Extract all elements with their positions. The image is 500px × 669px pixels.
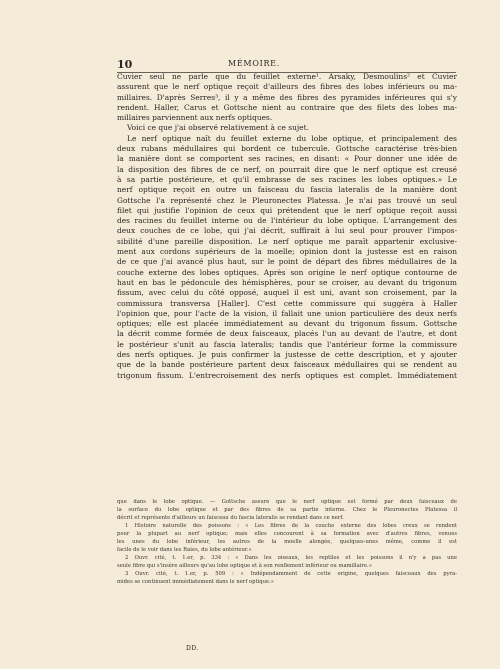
body-text	[117, 72, 457, 381]
footnote-line: 2 Ouvr. cité, t. 1.er, p. 334 : « Dans les oiseaux, les reptiles et les poissons il n'y a pas une	[125, 555, 457, 562]
body-line: fissum, avec celui du côté opposé, auquel il est uni, avant son croisement, par la	[117, 288, 457, 298]
body-line: optiques; elle est placée immédiatement au devant du trigonum fissum. Gottsche	[117, 319, 457, 329]
body-line: nerf optique reçoit en outre un faisceau du fascia lateralis de la manière dont	[117, 185, 457, 195]
body-line: deux couches de ce lobe, qui j'ai décrit, suffirait à lui seul pour prouver l'impos-	[117, 226, 457, 236]
body-line: à sa partie postérieure, et qu'il embrasse de ses racines les lobes optiques.» Le	[117, 174, 457, 184]
body-line: que de la bande postérieure partent deux faisceaux médullaires qui se rendent au	[117, 360, 457, 370]
footnote-line: 3 Ouvr. cité, t. 1.er, p. 509 : « Indépendamment de cette origine, quelques faisceaux des pyra-	[125, 571, 457, 578]
body-line: ment aux cordons supérieurs de la moelle; opinion dont la justesse est en raison	[117, 247, 457, 257]
footnote-line: que dans le lobe optique. — Gottsche assure que le nerf optique est formé par deux faisceaux de	[117, 499, 457, 505]
footnote-line: facile de le voir dans les Raies, du lobe antérieur.»	[117, 547, 252, 554]
body-line: assurent que le nerf optique reçoit d'ailleurs des fibres des lobes inférieurs ou ma-	[117, 82, 457, 92]
footnote-line: décrit et représente d'ailleurs un faisceau du fascia lateralis se rendant dans ce nerf.	[117, 515, 344, 522]
body-line: Voici ce que j'ai observé relativement à ce sujet.	[127, 123, 309, 133]
body-line: la manière dont se comportent ses racines, en disant: « Pour donner une idée de	[117, 154, 457, 164]
body-line: haut en bas le pédoncule des hémisphères, pour se croiser, au devant du trigonum	[117, 277, 457, 287]
body-line: trigonum fissum. L'entrecroisement des nerfs optiques est complet. Immédiatement	[117, 370, 457, 380]
signature-mark: DD.	[186, 645, 199, 652]
body-line: des nerfs optiques. Je puis confirmer la justesse de cette description, et y ajouter	[117, 350, 457, 360]
body-line: filet qui justifie l'opinion de ceux qui prétendent que le nerf optique reçoit aussi	[117, 205, 457, 215]
footnote-line: les unes du lobe inférieur, les autres de la moelle alongée, quelques-unes même, comme il est	[117, 539, 457, 546]
body-line: des racines du feuillet interne ou de l'intérieur du lobe optique. L'arrangement des	[117, 216, 457, 226]
body-line: commissura transversa [Haller]. C'est cette commissure qui suggéra à Haller	[117, 298, 457, 308]
running-head: MÉMOIRE.	[228, 59, 280, 68]
body-line: couche externe des lobes optiques. Après son origine le nerf optique contourne de	[117, 267, 457, 277]
footnote-line: mides se continuent immédiatement dans le nerf optique.»	[117, 579, 274, 586]
body-line: Gottsche l'a représenté chez le Pleuronectes Platessa. Je n'ai pas trouvé un seul	[117, 195, 457, 205]
body-line: l'opinion que, pour l'acte de la vision, il fallait une union particulière des deux nerfs	[117, 308, 457, 318]
body-line: la décrit comme formée de deux faisceaux, placés l'un au devant de l'autre, et dont	[117, 329, 457, 339]
body-line: millaires parviennent aux nerfs optiques.	[117, 113, 273, 123]
page-header	[0, 58, 500, 72]
footnote-line: pour la plupart au nerf optique; mais elles concourent à sa formation avec d'autres fibres, venues	[117, 531, 457, 538]
body-line: Le nerf optique naît du feuillet externe du lobe optique, et principalement des	[127, 133, 457, 143]
body-line: rendent. Haller, Carus et Gottsche nient au contraire que des filets des lobes ma-	[117, 102, 457, 112]
page-number: 10	[117, 58, 133, 71]
body-line: le postérieur s'unit au fascia lateralis; tandis que l'antérieur forme la commissure	[117, 339, 457, 349]
body-line: de ce que j'ai avancé plus haut, sur le point de départ des fibres médullaires de la	[117, 257, 457, 267]
body-line: sibilité d'une pareille disposition. Le nerf optique me paraît appartenir exclusive-	[117, 236, 457, 246]
footnote-line: 1 Histoire naturelle des poissons : « Les fibres de la couche externe des lobes creux se rendent	[125, 523, 457, 530]
footnote-line: seule fibre qui s'insère ailleurs qu'au lobe optique et à son renflement inférieur ou mamillaire.»	[117, 563, 372, 570]
footnote-line: la surface du lobe optique et par des fibres de sa partie interne. Chez le Pleuronectes Platessa il	[117, 507, 457, 514]
footnotes	[117, 498, 457, 587]
body-line: millaires. D'après Serres³, il y a même des fibres des pyramides inférieures qui s'y	[117, 92, 457, 102]
body-line: deux rubans médullaires qui bordent ce tubercule. Gottsche caractérise très-bien	[117, 144, 457, 154]
body-line: la disposition des fibres de ce nerf, on pourrait dire que le nerf optique est creusé	[117, 164, 457, 174]
body-line: Cuvier seul ne parle que du feuillet externe¹. Arsaky, Desmoulins² et Cuvier	[117, 72, 457, 81]
